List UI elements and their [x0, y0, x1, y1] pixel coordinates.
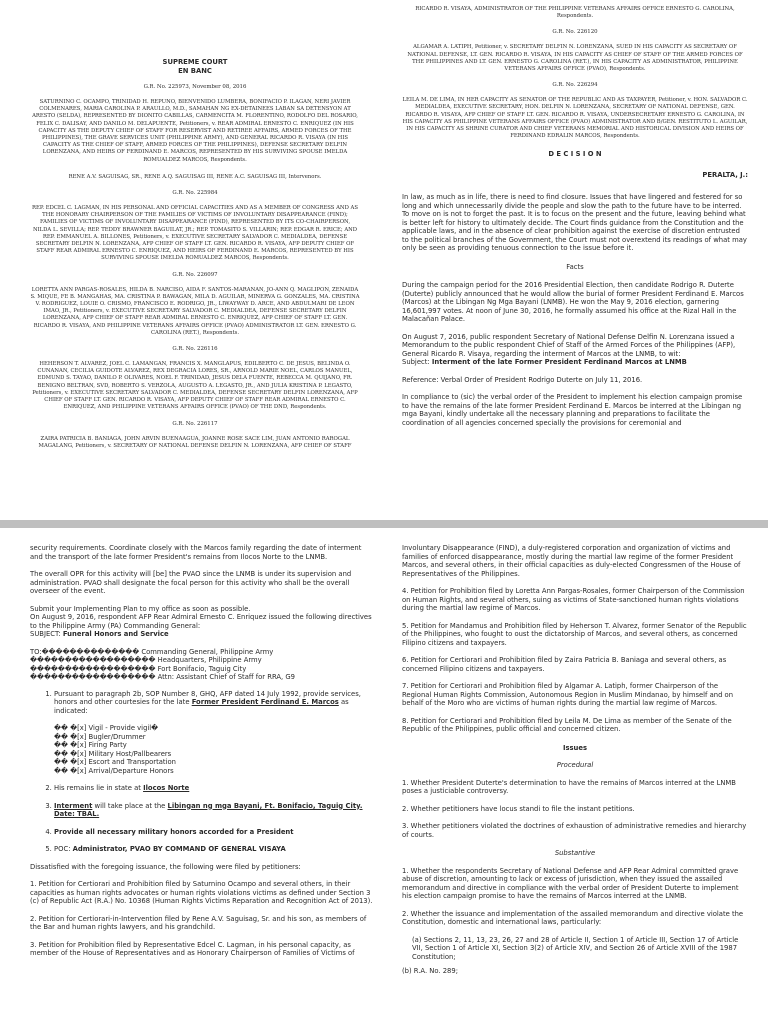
facts-paragraph: During the campaign period for the 2016 Presidential Election, then candidate Rodrigo R. Duterte (Duterte) publicly announced that he would allow the burial of former President Ferdinand E. Marcos (Marcos) at the Libingan Ng Mga Bayani (LNMB). He won the May 9, 2016 election, garnering 16,601,997 votes. At noon of June 30, 2016, he formally assumed his office at the Rizal Hall in the Malacañan Palace. [402, 281, 744, 324]
petition-item: 7. Petition for Certiorari and Prohibition filed by Algamar A. Latiph, former Chairperson of the Regional Human Rights Commission, Autonomous Region in Muslim Mindanao, by himself and on behalf of the Moro who are victims of human rights during the martial law regime of Marcos. [402, 682, 734, 707]
memo-subject [402, 358, 748, 367]
issue-item: 3. Whether petitioners violated the doctrines of exhaustion of administrative remedies and hierarchy of courts. [402, 822, 747, 839]
body-paragraph: Dissatisfied with the foregoing issuance, the following were filed by petitioners: [30, 862, 301, 871]
honor-item: �� �[x] Bugler/Drummer [54, 732, 146, 741]
issue-subitem: (a) Sections 2, 11, 13, 23, 26, 27 and 28 of Article II, Section 1 of Article III, Section 17 of Article VII, Section 1 of Article XI, Section 3(2) of Article XIV, and Section 26 of Article XVIII of the 1987 Constitution; [412, 935, 739, 961]
honor-item: �� �[x] Military Host/Pallbearers [54, 749, 172, 758]
petition-item: 2. Petition for Certiorari-in-Intervention filed by Rene A.V. Saguisag, Sr. and his son, as members of the Bar and human rights lawyers, and his grandchild. [30, 914, 367, 931]
parties-block: ALGAMAR A. LATIPH, Petitioner, v. SECRETARY DELFIN N. LORENZANA, SUED IN HIS CAPACITY AS SECRETARY OF NATIONAL DEFENSE, LT. GEN. RICARDO R. VISAYA, IN HIS CAPACITY AS CHIEF OF STAFF OF THE ARMED FORCES OF THE PHILIPPINES AND LT. GEN. ERNESTO G. CAROLINA (RET.), IN HIS CAPACITY AS ADMINISTRATOR, PHILIPPINE VETERANS AFFAIRS OFFICE (PVAO), Respondents. [407, 44, 743, 73]
gr-number: G.R. No. 226120 [552, 29, 598, 36]
memo-body: In compliance to (sic) the verbal order of the President to implement his election campaign promise to have the remains of the late former President Ferdinand E. Marcos be interred at the Libingan ng mga Bayani, kindly undertake all the necessary planning and preparations to facilitate the coordination of all agencies concerned specially the provisions for ceremonial and [402, 393, 743, 427]
subject-text: Funeral Honors and Service [62, 630, 169, 638]
addressee-line: ������������������ Attn: Assistant Chief of Staff for RRA, G9 [30, 673, 295, 681]
list-item: 2. His remains lie in state at Ilocos Norte [54, 784, 376, 793]
gr-number: G.R. No. 225984 [172, 190, 218, 197]
issue-item: 1. Whether President Duterte's determination to have the remains of Marcos interred at the LNMB poses a justiciable controversy. [402, 778, 736, 795]
intro-paragraph: In law, as much as in life, there is need to find closure. Issues that have lingered and festered for so long and which unnecessarily divide the people and slow the path to the future have to be interred. To move on is not to forget the past. It is to focus on the present and the future, leaving behind what is better left for history to ultimately decide. The Court finds guidance from the Constitution and the applicable laws, and in the absence of clear prohibition against the exercise of discretion entrusted to the political branches of the Government, the Court must not overextend its readings of what may only be seen as providing tenuous connection to the issue before it. [402, 193, 747, 253]
ponente: PERALTA, J.: [702, 170, 748, 179]
addressee-line: ������������������ Fort Bonifacio, Taguig City [30, 664, 247, 673]
honor-item: �� �[x] Firing Party [54, 741, 127, 749]
honor-item: �� �[x] Vigil - Provide vigil� [54, 724, 159, 732]
petition-item: 3. Petition for Prohibition filed by Representative Edcel C. Lagman, in his personal capacity, as member of the House of Representatives and as Honorary Chairperson of Families of Victims of [30, 940, 355, 957]
marcos-name: Former President Ferdinand E. Marcos [191, 698, 339, 706]
memo-reference: Reference: Verbal Order of President Rodrigo Duterte on July 11, 2016. [402, 375, 643, 384]
substantive-heading: Substantive [554, 849, 596, 857]
parties-block: SATURNINO C. OCAMPO, TRINIDAD H. REPUNO, BIENVENIDO LUMBERA, BONIFACIO P. ILAGAN, NERI JAVIER COLMENARES, MARIA CAROLINA P. ARAULLO, M.D., SAMAHAN NG EX-DETAINEES LABAN SA DETENSYON AT ARESTO (SELDA), REPRESENTED BY DIONITO CABILLAS, CARMENCITA M. FLORENTINO, RODOLFO DEL ROSARIO, FELIX C. DALISAY, AND DANILO M. DELAPUENTE, Petitioners, v. REAR ADMIRAL ERNESTO C. ENRIQUEZ (IN HIS CAPACITY AS THE DEPUTY CHIEF OF STAFF FOR RESERVIST AND RETIREE AFFAIRS, ARMED FORCES OF THE PHILIPPINES), THE GRAVE SERVICES UNIT (PHILIPPINE ARMY), AND GENERAL RICARDO R. VISAYA (IN HIS CAPACITY AS THE CHIEF OF STAFF, ARMED FORCES OF THE PHILIPPINES), DEFENSE SECRETARY DELFIN LORENZANA, AND HEIRS OF FERDINAND E. MARCOS, REPRESENTED BY HIS SURVIVING SPOUSE IMELDA ROMUALDEZ MARCOS, Respondents. [32, 99, 358, 163]
memo-body: Submit your Implementing Plan to my office as soon as possible. [30, 604, 251, 613]
directive-list [30, 690, 376, 854]
page1-right-column [402, 6, 748, 427]
list-item: 5. POC: Administrator, PVAO BY COMMAND OF GENERAL VISAYA [54, 845, 376, 854]
page1-left-column [30, 58, 360, 450]
honor-item: �� �[x] Arrival/Departure Honors [54, 766, 174, 775]
issue-item: 1. Whether the respondents Secretary of National Defense and AFP Rear Admiral committed grave abuse of discretion, amounting to lack or excess of jurisdiction, when they issued the assailed memorandum and directive in compliance with the verbal order of President Duterte to implement his election campaign promise to have the remains of Marcos interred at the LNMB. [402, 866, 739, 900]
parties-block: RICARDO R. VISAYA, ADMINISTRATOR OF THE PHILIPPINE VETERANS AFFAIRS OFFICE ERNESTO G. CAROLINA, Respondents. [415, 6, 735, 20]
subject-label: SUBJECT: [30, 630, 61, 638]
addressee-line: TO:�������������� Commanding General, Philippine Army [30, 647, 274, 656]
body-paragraph: On August 9, 2016, respondent AFP Rear Admiral Ernesto C. Enriquez issued the following directives to the Philippine Army (PA) Commanding General: [30, 613, 372, 630]
list-item: 4. Provide all necessary military honors accorded for a President [54, 828, 376, 837]
gr-number: G.R. No. 226117 [172, 420, 218, 427]
memo-body: The overall OPR for this activity will [be] the PVAO since the LNMB is under its supervision and administration. PVAO shall designate the focal person for this activity who shall be the overall overseer of the event. [30, 570, 352, 595]
subject-text: Interment of the late Former President Ferdinand Marcos at LNMB [431, 358, 687, 367]
petition-item: 4. Petition for Prohibition filed by Loretta Ann Pargas-Rosales, former Chairperson of the Commission on Human Rights, and several others, suing as victims of State-sanctioned human rights violations during the martial law regime of Marcos. [402, 587, 745, 612]
page2-left-column [30, 544, 376, 958]
parties-block: ZAIRA PATRICIA B. BANIAGA, JOHN ARVIN BUENAAGUA, JOANNE ROSE SACE LIM, JUAN ANTONIO RAROGAL MAGALANG, Petitioners, v. SECRETARY OF NATIONAL DEFENSE DELFIN N. LORENZANA, AFP CHIEF OF STAFF [38, 435, 352, 449]
honors-list [54, 724, 376, 775]
issue-subitem: (b) R.A. No. 289; [402, 967, 458, 975]
petition-item: 5. Petition for Mandamus and Prohibition filed by Heherson T. Alvarez, former Senator of the Republic of the Philippines, who fought to oust the dictatorship of Marcos, and several others, as concerned Filipino citizens and taxpayers. [402, 621, 747, 647]
court-name: SUPREME COURT [162, 58, 228, 66]
gr-number: G.R. No. 226097 [172, 271, 218, 278]
gr-number: G.R. No. 226116 [172, 346, 218, 353]
petition-item: 1. Petition for Certiorari and Prohibition filed by Saturnino Ocampo and several others, in their capacities as human rights advocates or human rights violations victims as defined under Section 3 (c) of Republic Act (R.A.) No. 10368 (Human Rights Victims Reparation and Recognition Act of 2013). [30, 880, 373, 905]
petition-item: 6. Petition for Certiorari and Prohibition filed by Zaira Patricia B. Baniaga and several others, as concerned Filipino citizens and taxpayers. [402, 656, 727, 673]
parties-block: LORETTA ANN PARGAS-ROSALES, HILDA B. NARCISO, AIDA F. SANTOS-MARANAN, JO-ANN Q. MAGLIPON, ZENAIDA S. MIQUE, FE B. MANGAHAS, MA. CRISTINA P. BAWAGAN, MILA D. AGUILAR, MINERVA G. GONZALES, MA. CRISTINA V. RODRIGUEZ, LOUIE O. CRISMO, FRANCISCO E. RODRIGO, JR., LIWAYWAY D. ARCE, AND ABDULMARI DE LEON IMAO, JR., Petitioners, v. EXECUTIVE SECRETARY SALVADOR C. MEDIALDEA, DEFENSE SECRETARY DELFIN LORENZANA, AFP CHIEF OF STAFF REAR ADMIRAL ERNESTO C. ENRIQUEZ, AFP CHIEF OF STAFF LT. GEN. RICARDO R. VISAYA, AND PHILIPPINE VETERANS AFFAIRS OFFICE (PVAO) ADMINISTRATOR LT. GEN. ERNESTO G. CAROLINA (RET.), Respondents. [30, 286, 360, 336]
issues-heading: Issues [562, 743, 588, 752]
addressee-line: ������������������ Headquarters, Philippine Army [30, 656, 262, 664]
procedural-heading: Procedural [556, 761, 594, 769]
gr-number: G.R. No. 225973, November 08, 2016 [143, 84, 247, 90]
facts-paragraph: On August 7, 2016, public respondent Secretary of National Defense Delfin N. Lorenzana issued a Memorandum to the public respondent Chief of Staff of the Armed Forces of the Philippines (AFP), General Ricardo R. Visaya, regarding the interment of Marcos at the LNMB, to wit: [402, 332, 736, 358]
page2-right-column [402, 544, 748, 976]
list-item: 3. Interment will take place at the Libingan ng mga Bayani, Ft. Bonifacio, Taguig City. Date: TBAL. [54, 802, 376, 819]
document-page-2 [0, 528, 768, 1024]
parties-block: HEHERSON T. ALVAREZ, JOEL C. LAMANGAN, FRANCIS X. MANGLAPUS, EDILBERTO C. DE JESUS, BELINDA O. CUNANAN, CECILIA GUIDOTE ALVAREZ, REX DEGRACIA LORES, SR., ARNOLD MARIE NOEL, CARLOS MANUEL, EDMUND S. TAYAO, DANILO P. OLIVARES, NOEL F. TRINIDAD, JESUS DELA FUENTE, REBECCA M. QUIJANO, FR. BENIGNO BELTRAN, SVD, ROBERTO S. VERZOLA, AUGUSTO A. LEGASTO, JR., AND JULIA KRISTINA P. LEGASTO, Petitioners, v. EXECUTIVE SECRETARY SALVADOR C. MEDIALDEA, DEFENSE SECRETARY DELFIN LORENZANA, AFP CHIEF OF STAFF LT. GEN. RICARDO R. VISAYA, AFP DEPUTY CHIEF OF STAFF REAR ADMIRAL ERNESTO C. ENRIQUEZ, AND PHILIPPINE VETERANS AFFAIRS OFFICE (PVAO) OF THE DND, Respondents. [32, 361, 358, 411]
petition-item: Involuntary Disappearance (FIND), a duly-registered corporation and organization of victims and families of enforced disappearance, mostly during the martial law regime of the former President Marcos, and several others, in their official capacities as duly-elected Congressmen of the House of Representatives of the Philippines. [402, 544, 741, 578]
parties-block: REP. EDCEL C. LAGMAN, IN HIS PERSONAL AND OFFICIAL CAPACITIES AND AS A MEMBER OF CONGRESS AND AS THE HONORARY CHAIRPERSON OF THE FAMILIES OF VICTIMS OF INVOLUNTARY DISAPPEARANCE (FIND); FAMILIES OF VICTIMS OF INVOLUNTARY DISAPPEARANCE (FIND), REPRESENTED BY ITS CO-CHAIRPERSON, NILDA L. SEVILLA; REP. TEDDY BRAWNER BAGUILAT, JR.; REP. TOMASITO S. VILLARIN; REP. EDGAR R. ERICE; AND REP. EMMANUEL A. BILLONES, Petitioners, v. EXECUTIVE SECRETARY SALVADOR C. MEDIALDEA, DEFENSE SECRETARY DELFIN N. LORENZANA, AFP CHIEF OF STAFF LT. GEN. RICARDO R. VISAYA, AFP DEPUTY CHIEF OF STAFF REAR ADMIRAL ERNESTO C. ENRIQUEZ, AND HEIRS OF FERDINAND E. MARCOS, REPRESENTED BY HIS SURVIVING SPOUSE IMELDA ROMUALDEZ MARCOS, Respondents. [32, 205, 358, 262]
memo-body: security requirements. Coordinate closely with the Marcos family regarding the date of interment and the transport of the late former President's remains from Ilocos Norte to the LNMB. [30, 544, 362, 561]
list-item: 1. Pursuant to paragraph 2b, SOP Number 8, GHQ, AFP dated 14 July 1992, provide services, honors and other courtesies for the late Former President Ferdinand E. Marcos as indicated: �� �[x] Vigil - Provide vigil� �� �[x] Bugler/Drummer �� �[x] Firing Party �� �[x] Military Host/Pallbearers �� �[x] Escort and Transportation �� �[x] Arrival/Departure Honors [54, 690, 376, 776]
petition-item: 8. Petition for Certiorari and Prohibition filed by Leila M. De Lima as member of the Senate of the Republic of the Philippines, public official and concerned citizen. [402, 716, 732, 733]
gr-number: G.R. No. 226294 [552, 82, 598, 89]
intervenors: RENE A.V. SAGUISAG, SR., RENE A.Q. SAGUISAG III, RENE A.C. SAGUISAG III, Intervenors. [68, 173, 322, 180]
honor-item: �� �[x] Escort and Transportation [54, 758, 176, 766]
parties-block: LEILA M. DE LIMA, IN HER CAPACITY AS SENATOR OF THE REPUBLIC AND AS TAXPAYER, Petitioner, v. HON. SALVADOR C. MEDIALDEA, EXECUTIVE SECRETARY, HON. DELFIN N. LORENZANA, SECRETARY OF NATIONAL DEFENSE, GEN. RICARDO R. VISAYA, AFP CHIEF OF STAFF LT. GEN. RICARDO R. VISAYA, UNDERSECRETARY ERNESTO G. CAROLINA, IN HIS CAPACITY AS PHILIPPINE VETERANS AFFAIRS OFFICE (PVAO) ADMINISTRATOR AND B/GEN. RESTITUTO L. AGUILAR, IN HIS CAPACITY AS SHRINE CURATOR AND CHIEF VETERANS MEMORIAL AND HISTORICAL DIVISION AND HEIRS OF FERDINAND EDRALIN MARCOS, Respondents. [402, 97, 748, 140]
subject-label: Subject: [402, 358, 432, 367]
facts-heading: Facts [566, 262, 584, 271]
decision-heading: D E C I S I O N [548, 150, 602, 159]
court-division: EN BANC [178, 66, 212, 75]
directive-subject [30, 630, 376, 639]
issue-item: 2. Whether the issuance and implementation of the assailed memorandum and directive violate the Constitution, domestic and international laws, particularly: [402, 909, 744, 926]
issue-item: 2. Whether petitioners have locus standi to file the instant petitions. [402, 804, 635, 813]
